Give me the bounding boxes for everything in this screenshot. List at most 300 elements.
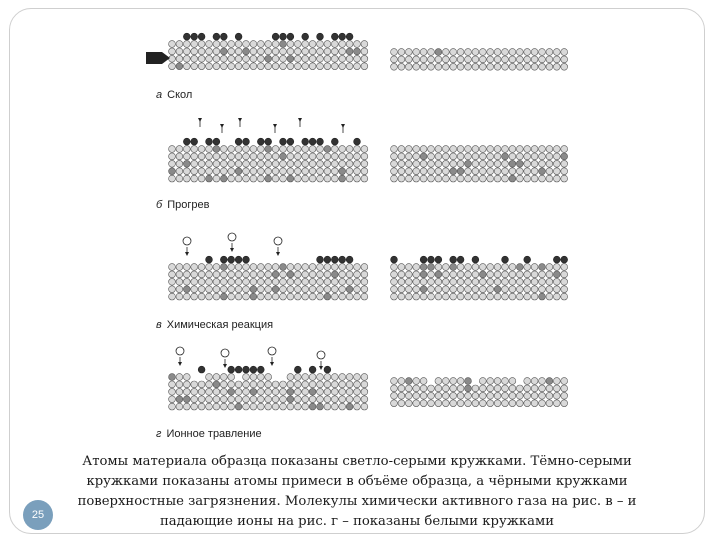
material-atom [354, 271, 361, 278]
material-atom [235, 41, 242, 48]
material-atom [169, 388, 176, 395]
material-atom [183, 41, 190, 48]
material-atom [561, 264, 568, 271]
material-atom [265, 55, 272, 62]
material-atom [272, 264, 279, 271]
material-atom [250, 286, 257, 293]
material-atom [479, 293, 486, 300]
material-atom [354, 146, 361, 153]
material-atom [272, 48, 279, 55]
material-atom [324, 278, 331, 285]
material-atom [169, 396, 176, 403]
material-atom [516, 175, 523, 182]
material-atom [265, 271, 272, 278]
material-atom [287, 55, 294, 62]
material-atom [198, 168, 205, 175]
material-atom [257, 175, 264, 182]
material-atom [324, 48, 331, 55]
material-atom [294, 293, 301, 300]
material-atom [228, 41, 235, 48]
material-atom [509, 63, 516, 70]
material-atom [442, 153, 449, 160]
material-atom [391, 392, 398, 399]
material-atom [361, 41, 368, 48]
material-atom [220, 55, 227, 62]
material-atom [428, 160, 435, 167]
material-atom [317, 388, 324, 395]
material-atom [450, 264, 457, 271]
material-atom [465, 286, 472, 293]
material-atom [450, 56, 457, 63]
material-atom [502, 271, 509, 278]
material-atom [243, 374, 250, 381]
material-atom [280, 403, 287, 410]
material-atom [509, 286, 516, 293]
material-atom [235, 175, 242, 182]
material-atom [479, 175, 486, 182]
material-atom [243, 175, 250, 182]
material-atom [243, 168, 250, 175]
panel-letter: б [156, 199, 163, 211]
material-atom [183, 381, 190, 388]
material-atom [228, 160, 235, 167]
material-atom [317, 271, 324, 278]
material-atom [280, 48, 287, 55]
material-atom [509, 153, 516, 160]
material-atom [302, 160, 309, 167]
material-atom [346, 403, 353, 410]
material-atom [413, 392, 420, 399]
material-atom [294, 278, 301, 285]
material-atom [472, 278, 479, 285]
material-atom [294, 146, 301, 153]
material-atom [191, 264, 198, 271]
material-atom [457, 385, 464, 392]
material-atom [220, 41, 227, 48]
material-atom [398, 286, 405, 293]
material-atom [198, 286, 205, 293]
material-atom [524, 49, 531, 56]
material-atom [405, 264, 412, 271]
material-atom [280, 41, 287, 48]
material-atom [531, 400, 538, 407]
material-atom [494, 400, 501, 407]
material-atom [198, 388, 205, 395]
material-atom [228, 153, 235, 160]
material-atom [502, 278, 509, 285]
material-atom [553, 153, 560, 160]
material-atom [354, 160, 361, 167]
material-atom [235, 271, 242, 278]
material-atom [502, 153, 509, 160]
material-atom [191, 48, 198, 55]
material-atom [398, 153, 405, 160]
material-atom [265, 278, 272, 285]
material-atom [472, 293, 479, 300]
material-atom [257, 55, 264, 62]
material-atom [539, 293, 546, 300]
material-atom [346, 168, 353, 175]
contaminant-atom [472, 256, 479, 263]
material-atom [435, 175, 442, 182]
material-atom [309, 63, 316, 70]
material-atom [516, 146, 523, 153]
material-atom [450, 286, 457, 293]
material-atom [405, 175, 412, 182]
material-atom [220, 396, 227, 403]
material-atom [420, 49, 427, 56]
material-atom [561, 56, 568, 63]
material-atom [472, 175, 479, 182]
material-atom [198, 271, 205, 278]
contaminant-atom [331, 33, 338, 40]
material-atom [346, 146, 353, 153]
material-atom [324, 264, 331, 271]
material-atom [309, 160, 316, 167]
material-atom [561, 392, 568, 399]
material-atom [420, 400, 427, 407]
material-atom [272, 293, 279, 300]
material-atom [516, 264, 523, 271]
material-atom [494, 293, 501, 300]
material-atom [302, 396, 309, 403]
material-atom [531, 146, 538, 153]
material-atom [220, 48, 227, 55]
material-atom [169, 403, 176, 410]
material-atom [287, 271, 294, 278]
material-atom [553, 286, 560, 293]
material-atom [331, 374, 338, 381]
material-atom [546, 264, 553, 271]
material-atom [494, 56, 501, 63]
material-atom [442, 146, 449, 153]
material-atom [331, 41, 338, 48]
material-atom [561, 286, 568, 293]
material-atom [257, 63, 264, 70]
material-atom [398, 378, 405, 385]
material-atom [553, 293, 560, 300]
material-atom [435, 264, 442, 271]
material-atom [198, 41, 205, 48]
material-atom [272, 381, 279, 388]
material-atom [457, 286, 464, 293]
material-atom [280, 271, 287, 278]
contaminant-atom [450, 256, 457, 263]
material-atom [539, 175, 546, 182]
material-atom [257, 286, 264, 293]
material-atom [391, 286, 398, 293]
material-atom [339, 160, 346, 167]
material-atom [280, 278, 287, 285]
material-atom [176, 264, 183, 271]
contaminant-atom [280, 33, 287, 40]
material-atom [176, 175, 183, 182]
material-atom [465, 146, 472, 153]
material-atom [502, 49, 509, 56]
material-atom [183, 63, 190, 70]
material-atom [265, 293, 272, 300]
material-atom [346, 374, 353, 381]
material-atom [487, 378, 494, 385]
material-atom [287, 153, 294, 160]
material-atom [339, 374, 346, 381]
material-atom [539, 49, 546, 56]
material-atom [420, 160, 427, 167]
contaminant-atom [257, 366, 264, 373]
material-atom [546, 168, 553, 175]
material-atom [198, 153, 205, 160]
material-atom [250, 175, 257, 182]
material-atom [524, 264, 531, 271]
material-atom [324, 175, 331, 182]
material-atom [206, 403, 213, 410]
contaminant-atom [250, 366, 257, 373]
contaminant-atom [257, 138, 264, 145]
material-atom [405, 56, 412, 63]
material-atom [302, 293, 309, 300]
material-atom [287, 48, 294, 55]
material-atom [339, 48, 346, 55]
arrow-head [341, 124, 345, 128]
gas-molecule [274, 237, 282, 245]
material-atom [235, 160, 242, 167]
material-atom [516, 385, 523, 392]
material-atom [309, 403, 316, 410]
material-atom [228, 175, 235, 182]
material-atom [435, 153, 442, 160]
material-atom [317, 146, 324, 153]
material-atom [287, 160, 294, 167]
material-atom [280, 175, 287, 182]
material-atom [391, 378, 398, 385]
material-atom [413, 168, 420, 175]
material-atom [287, 264, 294, 271]
material-atom [220, 278, 227, 285]
material-atom [479, 378, 486, 385]
material-atom [324, 293, 331, 300]
material-atom [331, 396, 338, 403]
material-atom [413, 175, 420, 182]
material-atom [280, 160, 287, 167]
material-atom [331, 278, 338, 285]
material-atom [546, 400, 553, 407]
material-atom [169, 153, 176, 160]
material-atom [531, 160, 538, 167]
material-atom [539, 160, 546, 167]
material-atom [169, 374, 176, 381]
material-atom [354, 374, 361, 381]
material-atom [169, 41, 176, 48]
material-atom [191, 381, 198, 388]
material-atom [524, 293, 531, 300]
material-atom [176, 278, 183, 285]
material-atom [280, 286, 287, 293]
material-atom [280, 293, 287, 300]
material-atom [487, 392, 494, 399]
material-atom [354, 286, 361, 293]
material-atom [220, 374, 227, 381]
material-atom [220, 146, 227, 153]
material-atom [391, 293, 398, 300]
material-atom [479, 400, 486, 407]
page-number-badge: 25 [23, 500, 53, 530]
material-atom [213, 175, 220, 182]
material-atom [213, 48, 220, 55]
material-atom [213, 264, 220, 271]
material-atom [553, 168, 560, 175]
material-atom [531, 286, 538, 293]
material-atom [280, 381, 287, 388]
material-atom [450, 175, 457, 182]
material-atom [516, 392, 523, 399]
material-atom [250, 168, 257, 175]
surface-cleaning-diagram [10, 9, 704, 449]
material-atom [457, 392, 464, 399]
material-atom [428, 392, 435, 399]
material-atom [450, 271, 457, 278]
material-atom [442, 175, 449, 182]
material-atom [524, 168, 531, 175]
material-atom [539, 378, 546, 385]
material-atom [524, 278, 531, 285]
contaminant-atom [309, 138, 316, 145]
arrow-head [238, 118, 242, 122]
material-atom [302, 146, 309, 153]
caption [10, 452, 704, 532]
material-atom [191, 293, 198, 300]
material-atom [553, 56, 560, 63]
material-atom [539, 56, 546, 63]
material-atom [479, 63, 486, 70]
material-atom [331, 146, 338, 153]
material-atom [391, 385, 398, 392]
material-atom [531, 264, 538, 271]
material-atom [531, 385, 538, 392]
material-atom [509, 175, 516, 182]
material-atom [420, 286, 427, 293]
material-atom [487, 160, 494, 167]
material-atom [220, 293, 227, 300]
material-atom [531, 278, 538, 285]
material-atom [516, 168, 523, 175]
material-atom [213, 146, 220, 153]
material-atom [198, 403, 205, 410]
material-atom [450, 49, 457, 56]
material-atom [420, 392, 427, 399]
material-atom [317, 41, 324, 48]
material-atom [183, 146, 190, 153]
material-atom [531, 49, 538, 56]
material-atom [339, 175, 346, 182]
material-atom [420, 264, 427, 271]
material-atom [524, 385, 531, 392]
material-atom [413, 146, 420, 153]
material-atom [257, 388, 264, 395]
material-atom [191, 160, 198, 167]
material-atom [317, 160, 324, 167]
material-atom [169, 293, 176, 300]
material-atom [553, 385, 560, 392]
material-atom [235, 146, 242, 153]
material-atom [391, 271, 398, 278]
material-atom [235, 63, 242, 70]
material-atom [272, 153, 279, 160]
material-atom [235, 278, 242, 285]
material-atom [198, 160, 205, 167]
material-atom [243, 41, 250, 48]
material-atom [479, 271, 486, 278]
material-atom [413, 49, 420, 56]
material-atom [354, 381, 361, 388]
material-atom [435, 146, 442, 153]
material-atom [524, 175, 531, 182]
material-atom [450, 63, 457, 70]
material-atom [183, 403, 190, 410]
material-atom [391, 63, 398, 70]
material-atom [206, 168, 213, 175]
material-atom [531, 392, 538, 399]
material-atom [494, 378, 501, 385]
material-atom [169, 278, 176, 285]
material-atom [494, 385, 501, 392]
material-atom [494, 49, 501, 56]
material-atom [243, 264, 250, 271]
material-atom [457, 278, 464, 285]
material-atom [206, 55, 213, 62]
material-atom [206, 278, 213, 285]
material-atom [280, 388, 287, 395]
material-atom [324, 168, 331, 175]
material-atom [243, 403, 250, 410]
material-atom [272, 146, 279, 153]
material-atom [509, 392, 516, 399]
material-atom [405, 168, 412, 175]
material-atom [317, 374, 324, 381]
material-atom [465, 293, 472, 300]
material-atom [191, 286, 198, 293]
material-atom [183, 175, 190, 182]
material-atom [324, 374, 331, 381]
material-atom [413, 293, 420, 300]
material-atom [302, 374, 309, 381]
material-atom [235, 55, 242, 62]
material-atom [405, 392, 412, 399]
material-atom [524, 146, 531, 153]
material-atom [509, 49, 516, 56]
material-atom [561, 63, 568, 70]
material-atom [280, 55, 287, 62]
material-atom [450, 392, 457, 399]
material-atom [487, 286, 494, 293]
material-atom [287, 388, 294, 395]
contaminant-atom [191, 138, 198, 145]
material-atom [413, 63, 420, 70]
material-atom [457, 49, 464, 56]
panel-letter: в [156, 319, 162, 331]
material-atom [346, 293, 353, 300]
contaminant-atom [243, 366, 250, 373]
material-atom [354, 396, 361, 403]
material-atom [524, 400, 531, 407]
material-atom [191, 278, 198, 285]
material-atom [265, 396, 272, 403]
material-atom [191, 55, 198, 62]
material-atom [391, 56, 398, 63]
material-atom [465, 385, 472, 392]
material-atom [502, 264, 509, 271]
material-atom [250, 41, 257, 48]
material-atom [450, 378, 457, 385]
